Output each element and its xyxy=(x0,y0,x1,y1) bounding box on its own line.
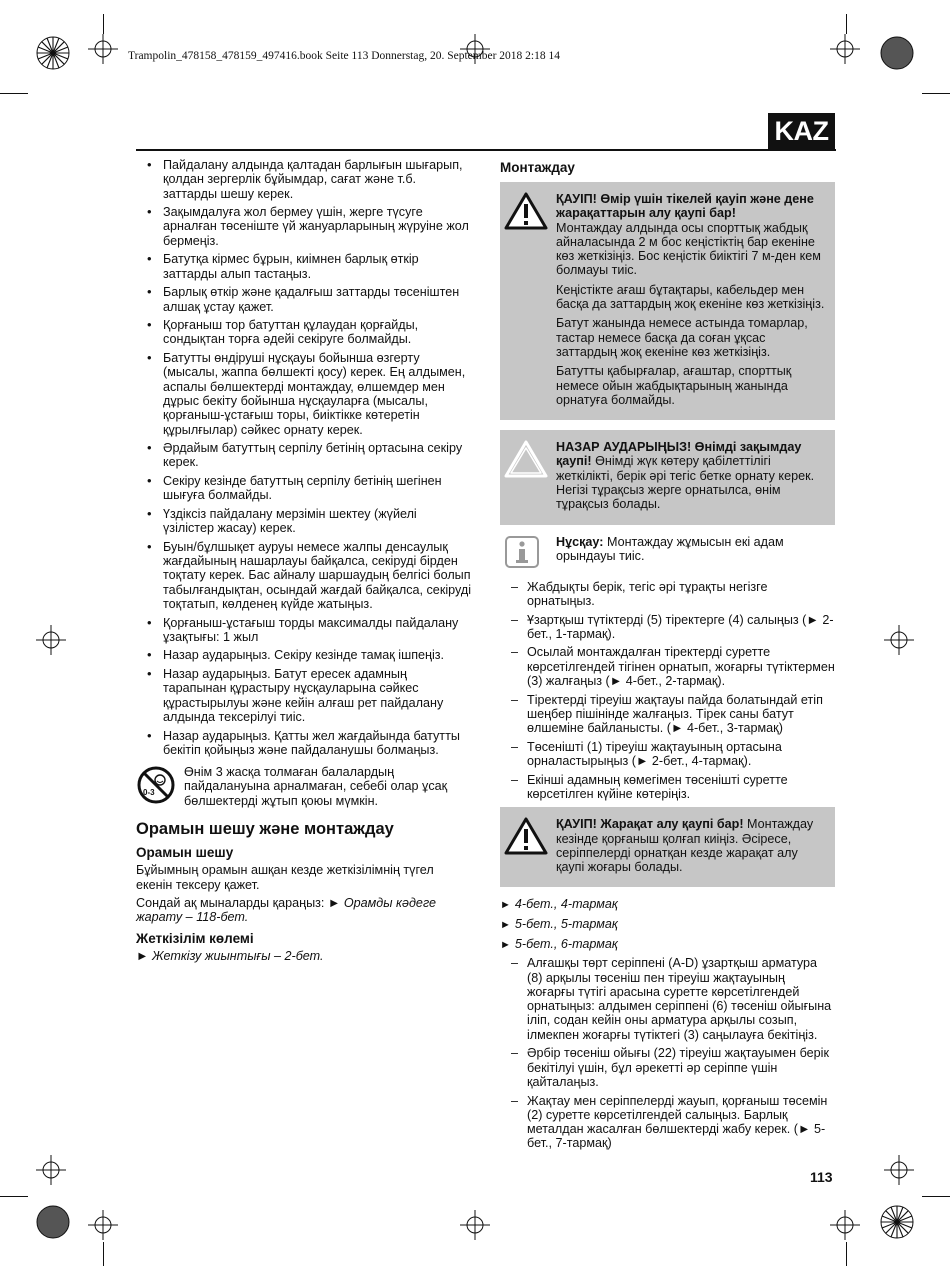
right-column xyxy=(500,158,835,1155)
crosshair-low-right-icon xyxy=(884,1155,914,1185)
figure-ref-link[interactable]: ► 5-бет., 6-тармақ xyxy=(500,936,618,951)
crosshair-top-left-icon xyxy=(88,34,118,64)
crosshair-mid-right-icon xyxy=(884,625,914,655)
danger-text-4: Батутты қабырғалар, ағаштар, спорттық немесе ойын жабдықтарының жанында орнатуға болмайды. xyxy=(556,364,792,407)
list-item: • Зақымдалуға жол бермеу үшін, жерге түсуге арналған төсеніште үй жануарларының жүруіне жол бермеңіз. xyxy=(136,205,471,248)
list-item: – Жабдықты берік, тегіс әрі тұрақты негізге орнатыңыз. xyxy=(500,580,835,609)
caution-title: НАЗАР АУДАРЫҢЫЗ! Өнімді зақымдау қаупі! xyxy=(556,440,802,469)
crop-mark xyxy=(0,1196,28,1197)
language-tab: KAZ xyxy=(768,113,835,150)
registration-mark-bottom-right-icon xyxy=(877,1202,917,1242)
registration-mark-top-right-icon xyxy=(877,33,917,73)
crosshair-bottom-right-icon xyxy=(830,1210,860,1240)
list-item: – Екінші адамның көмегімен төсенішті суретте көрсетілген күйіне көтеріңіз. xyxy=(500,773,835,802)
caution-box xyxy=(500,430,835,524)
section-title: Орамын шешу және монтаждау xyxy=(136,820,394,839)
disposal-link[interactable]: Орамды кәдеге жарату – 118-бет. xyxy=(136,896,437,925)
list-item: • Пайдалану алдында қалтадан барлығын шығарып, қолдан зергерлік бұйымдар, сағат және т.б. заттарды шешу керек. xyxy=(136,158,471,201)
figure-refs-list xyxy=(500,897,835,951)
info-icon xyxy=(504,535,540,569)
list-item: • Үздіксіз пайдалану мерзімін шектеу (жүйелі үзілістер жасау) керек. xyxy=(136,507,471,536)
crosshair-mid-left-icon xyxy=(36,625,66,655)
print-header: Trampolin_478158_478159_497416.book Seite 113 Donnerstag, 20. September 2018 2:18 14 xyxy=(128,50,560,62)
page-number: 113 xyxy=(810,1169,833,1185)
note-text: Монтаждау жұмысын екі адам орындауы тиіс. xyxy=(556,534,784,563)
also-see-prefix: Сондай ақ мыналарды қараңыз: ► xyxy=(136,896,344,911)
list-item: – Осылай монтаждалған тіректерді суретте көрсетілгендей тігінен орнатып, жоғарғы түтіктермен (3) жалғаңыз (► 4-бет., 2-тармақ). xyxy=(500,645,835,688)
list-item: – Алғашқы төрт серіппені (A-D) ұзартқыш арматура (8) арқылы төсеніш пен тіреуіш жақтауының жоғарғы түтігі арасына суретте көрсетілгендей орнатыңыз: алдымен серіппені (6) төсеніш ойығына іліп, содан кейін оны арматура арқылы созып, ілмекпен жоғарғы түтіктегі (3) саңылауға бекітіңіз. xyxy=(500,956,835,1042)
list-item: – Төсенішті (1) тіреуіш жақтауының ортасына орналастырыңыз (► 2-бет., 4-тармақ). xyxy=(500,740,835,769)
spring-steps-list xyxy=(500,956,835,1150)
list-item: – Әрбір төсеніш ойығы (22) тіреуіш жақтауымен берік бекітілуі үшін, бұл әрекетті әр серіппе үшін қайталаңыз. xyxy=(500,1046,835,1089)
registration-mark-bottom-left-icon xyxy=(33,1202,73,1242)
danger-text-3: Батут жанында немесе астында томарлар, тастар немесе басқа да соған ұқсас заттардың жоқ екеніне көз жеткізіңіз. xyxy=(556,316,808,359)
crop-mark xyxy=(846,14,847,34)
danger-title: ҚАУІП! Өмір үшін тікелей қауіп және дене жарақаттарын алу қаупі бар! xyxy=(556,192,814,221)
crosshair-bottom-center-icon xyxy=(460,1210,490,1240)
assembly-heading: Монтаждау xyxy=(500,160,575,175)
danger-text-1: Монтаждау алдында осы спорттық жабдық айналасында 2 м бос кеңістіктің бар екеніне көз жеткізіңіз. Бос кеңістік биіктігі 7 м-ден кем болмауы тиіс. xyxy=(556,220,821,278)
crop-mark xyxy=(846,1242,847,1266)
injury-box xyxy=(500,807,835,887)
list-item: • Қорғаныш тор батуттан құлаудан қорғайды, сондықтан торға әдейі секіруге болмайды. xyxy=(136,318,471,347)
danger-box xyxy=(500,182,835,420)
left-column xyxy=(136,158,471,967)
registration-mark-top-left-icon xyxy=(33,33,73,73)
list-item: • Батутқа кірмес бұрын, киімнен барлық өткір заттарды алып тастаңыз. xyxy=(136,252,471,281)
arrow-icon: ► xyxy=(500,938,511,951)
note-label: Нұсқау: xyxy=(556,534,604,549)
delivery-heading: Жеткізілім көлемі xyxy=(136,930,254,946)
child-age-label: 0-3 xyxy=(143,788,155,798)
assembly-steps-list xyxy=(500,580,835,802)
warning-triangle-icon xyxy=(504,192,548,230)
header-rule xyxy=(136,149,836,151)
list-item: • Назар аударыңыз. Қатты жел жағдайында батутты бекітіп қойыңыз және пайдаланушы болмаңыз. xyxy=(136,729,471,758)
crosshair-bottom-left-icon xyxy=(88,1210,118,1240)
list-item: • Секіру кезінде батуттың серпілу бетінің шегінен шығуға болмайды. xyxy=(136,474,471,503)
figure-ref-link[interactable]: ► 4-бет., 4-тармақ xyxy=(500,897,618,912)
safety-bullet-list xyxy=(136,158,471,757)
warning-triangle-icon xyxy=(504,817,548,855)
list-item: – Тіректерді тіреуіш жақтауы пайда болатындай етіп шеңбер пішінінде жалғаңыз. Тірек саны батут өлшеміне байланысты. (► 4-бет., 3-тармақ) xyxy=(500,693,835,736)
arrow-icon: ► xyxy=(500,919,511,932)
injury-text: Монтаждау кезінде қорғаныш қолғап киіңіз. Әсіресе, серіппелерді орнатқан кезде жарақат алу қаупі жоғары болады. xyxy=(556,817,814,875)
caution-triangle-icon xyxy=(504,440,548,478)
list-item: • Назар аударыңыз. Батут ересек адамның тарапынан құрастыру нұсқауларына сәйкес құрастырылуы және кейін алғаш рет пайдалану алдында тексерілуі тиіс. xyxy=(136,667,471,724)
caution-text: Өнімді жүк көтеру қабілеттілігі жеткілікті, берік әрі тегіс бетке орнату керек. Негізі тұрақсыз жерге орнатылса, өнім тұрақсыз болады. xyxy=(556,454,815,512)
crop-mark xyxy=(103,1242,104,1266)
crop-mark xyxy=(922,1196,950,1197)
delivery-link[interactable]: ► Жеткізу жиынтығы – 2-бет. xyxy=(136,948,324,963)
list-item: – Ұзартқыш түтіктерді (5) тіректерге (4) салыңыз (► 2-бет., 1-тармақ). xyxy=(500,613,835,642)
list-item: • Назар аударыңыз. Секіру кезінде тамақ ішпеңіз. xyxy=(136,648,471,662)
list-item: • Қорғаныш-ұстағыш торды максималды пайдалану ұзақтығы: 1 жыл xyxy=(136,616,471,645)
crop-mark xyxy=(0,93,28,94)
unpack-heading: Орамын шешу xyxy=(136,845,234,861)
list-item: • Барлық өткір және қадалғыш заттарды төсеніштен алшақ ұстау қажет. xyxy=(136,285,471,314)
list-item: • Батутты өндіруші нұсқауы бойынша өзгерту (мысалы, жаппа бөлшекті қосу) керек. Ең алдымен, аспалы бөлшектерді монтаждау, өлшемдер мен дұрыс бекіту бойынша нұсқауларға (мысалы, қорғаныш-ұстағыш торы, биіктікке көтеретін құрылғылар) сәйкес орнату керек. xyxy=(136,351,471,437)
list-item: – Жақтау мен серіппелерді жауып, қорғаныш төсемін (2) суретте көрсетілгендей салыңыз. Барлық металдан жасалған бөлшектерді жабу керек. (► 5-бет., 7-тармақ) xyxy=(500,1094,835,1151)
figure-ref-link[interactable]: ► 5-бет., 5-тармақ xyxy=(500,917,618,932)
crop-mark xyxy=(922,93,950,94)
child-warning xyxy=(136,765,471,808)
arrow-icon: ► xyxy=(500,899,511,912)
crosshair-low-left-icon xyxy=(36,1155,66,1185)
child-warning-text: Өнім 3 жасқа толмаған балалардың пайдалануына арналмаған, себебі олар ұсақ бөлшектерді жұтып қоюы мүмкін. xyxy=(184,765,448,808)
note-box xyxy=(500,535,835,574)
unpack-text: Бұйымның орамын ашқан кезде жеткізілімнің түгел екенін тексеру қажет. xyxy=(136,863,434,892)
crosshair-top-right-icon xyxy=(830,34,860,64)
no-children-under-3-icon xyxy=(136,765,176,805)
also-see-paragraph xyxy=(136,896,471,925)
injury-title: ҚАУІП! Жарақат алу қаупі бар! xyxy=(556,817,744,832)
danger-text-2: Кеңістікте ағаш бұтақтары, кабельдер мен басқа да заттардың жоқ екеніне көз жеткізіңіз. xyxy=(556,282,825,312)
list-item: • Буын/бұлшықет ауруы немесе жалпы денсаулық жағдайының нашарлауы байқалса, секіруді бірден тоқтату керек. Бас айналу шаршаудың белгісі болып табылғандықтан, осындай жағдай байқалса, секіруді тоқтатып, көлденең күйде жатыңыз. xyxy=(136,540,471,611)
crop-mark xyxy=(103,14,104,34)
list-item: • Әрдайым батуттың серпілу бетінің ортасына секіру керек. xyxy=(136,441,471,470)
